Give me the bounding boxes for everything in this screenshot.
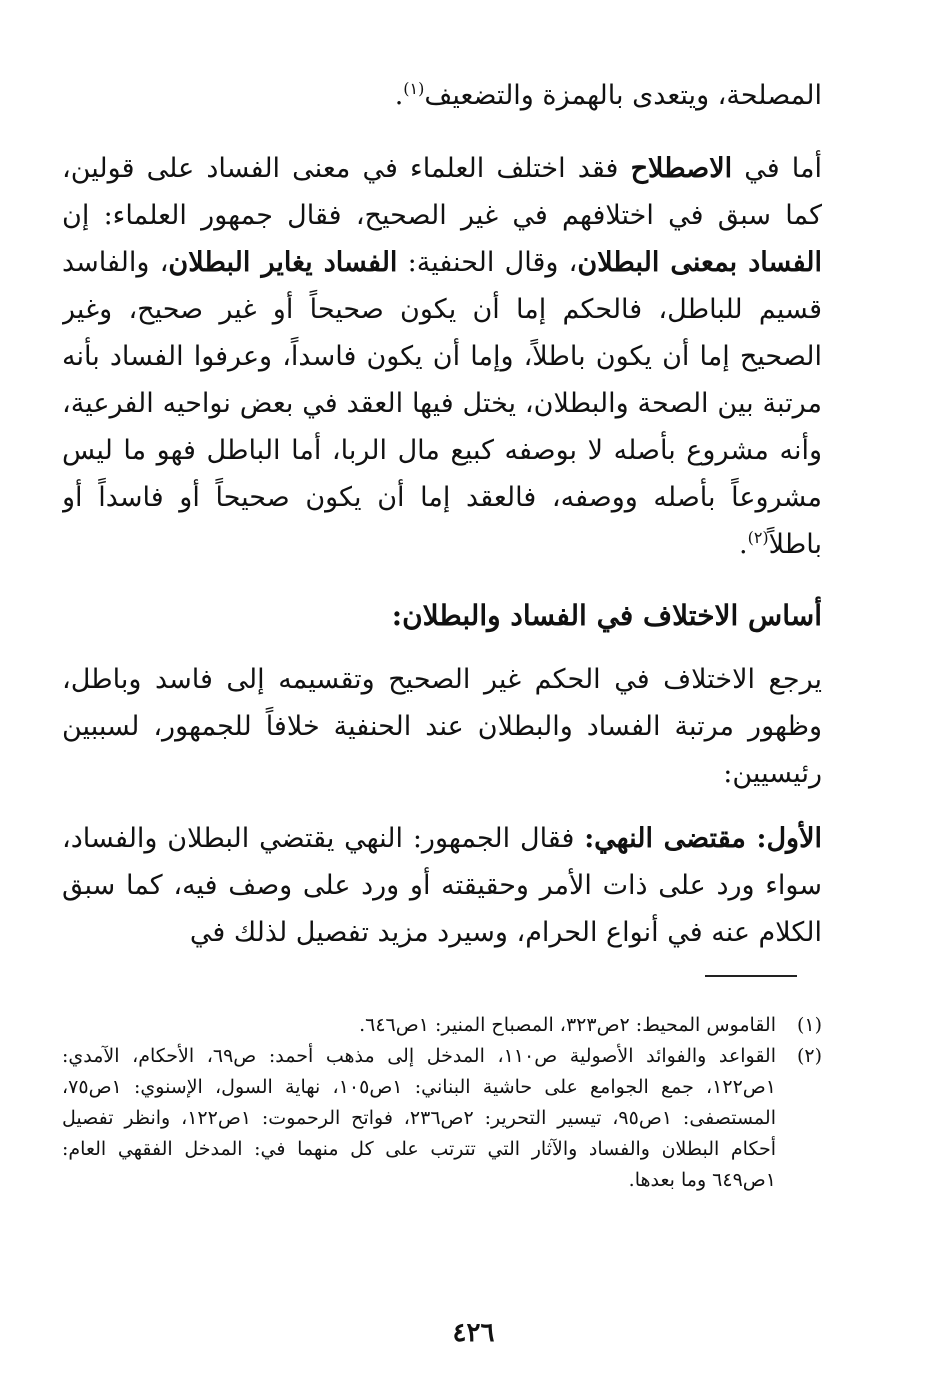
bold-term: الأول: مقتضى النهي: <box>584 823 822 854</box>
bold-term: الفساد يغاير البطلان <box>168 247 398 278</box>
footnote-ref: (١) <box>403 79 425 98</box>
footnote-number: (١) <box>796 1014 822 1036</box>
footnote-text: القاموس المحيط: ٢ص٣٢٣، المصباح المنير: ١ص٦٤٦. <box>359 1014 776 1036</box>
paragraph-text: فقال الجمهور: النهي يقتضي البطلان والفساد، سواء ورد على ذات الأمر وحقيقته أو ورد على وصف فيه، كما سبق الكلام عنه في أنواع الحرام، وسيرد مزيد تفصيل لذلك في <box>62 823 822 948</box>
paragraph-text: فقد اختلف العلماء في معنى الفساد على قولين، كما سبق في اختلافهم في غير الصحيح، فقال جمهور العلماء: إن <box>62 153 822 231</box>
paragraph-reasons: يرجع الاختلاف في الحكم غير الصحيح وتقسيمه إلى فاسد وباطل، وظهور مرتبة الفساد والبطلان عند الحنفية خلافاً للجمهور، لسببين رئيسيين: <box>62 664 822 789</box>
footnote <box>62 1041 822 1196</box>
footnote-ref: (٢) <box>747 528 769 547</box>
bold-term: الاصطلاح <box>630 153 733 184</box>
paragraph-terminology <box>62 145 822 575</box>
footnote-divider <box>705 975 797 977</box>
footnotes <box>62 1010 822 1270</box>
paragraph-text: ، والفاسد قسيم للباطل، فالحكم إما أن يكون صحيحاً أو غير صحيح، وغير الصحيح إما أن يكون باطلاً، وإما أن يكون فاسداً، وعرفوا الفساد بأنه مرتبة بين الصحة والبطلان، يختل فيها العقد في بعض نواحيه الفرعية، وأنه مشروع بأصله لا بوصفه كبيع مال الربا، أما الباطل فهو ما ليس مشروعاً بأصله ووصفه، فالعقد إما أن يكون صحيحاً أو فاسداً أو باطلاً <box>62 247 822 560</box>
section-heading: أساس الاختلاف في الفساد والبطلان: <box>391 599 822 632</box>
paragraph-text: ، وقال الحنفية: <box>397 247 578 278</box>
paragraph-definition-end: المصلحة، ويتعدى بالهمزة والتضعيف$^{(١)}$. <box>394 79 822 111</box>
paragraph-text: . <box>738 529 748 560</box>
paragraph-text: المصلحة، ويتعدى بالهمزة والتضعيف <box>424 80 822 111</box>
footnote <box>62 1010 822 1041</box>
footnote-text: القواعد والفوائد الأصولية ص١١٠، المدخل إلى مذهب أحمد: ص٦٩، الأحكام، الآمدي: ١ص١٢٢، جمع الجوامع على حاشية البناني: ١ص١٠٥، نهاية السول، الإسنوي: ١ص٧٥، المستصفى: ١ص٩٥، تيسير التحرير: ٢ص٢٣٦، فواتح الرحموت: ١ص١٢٢، وانظر تفصيل أحكام البطلان والفساد والآثار التي تترتب على كل منهما في: المدخل الفقهي العام: ١ص٦٤٩ وما بعدها. <box>62 1045 777 1191</box>
footnote-number: (٢) <box>796 1045 822 1067</box>
page-number: ٤٢٦ <box>452 1318 495 1348</box>
paragraph-text: أما في <box>732 153 822 184</box>
bold-term: الفساد بمعنى البطلان <box>577 247 822 278</box>
paragraph-first-reason <box>62 815 822 965</box>
